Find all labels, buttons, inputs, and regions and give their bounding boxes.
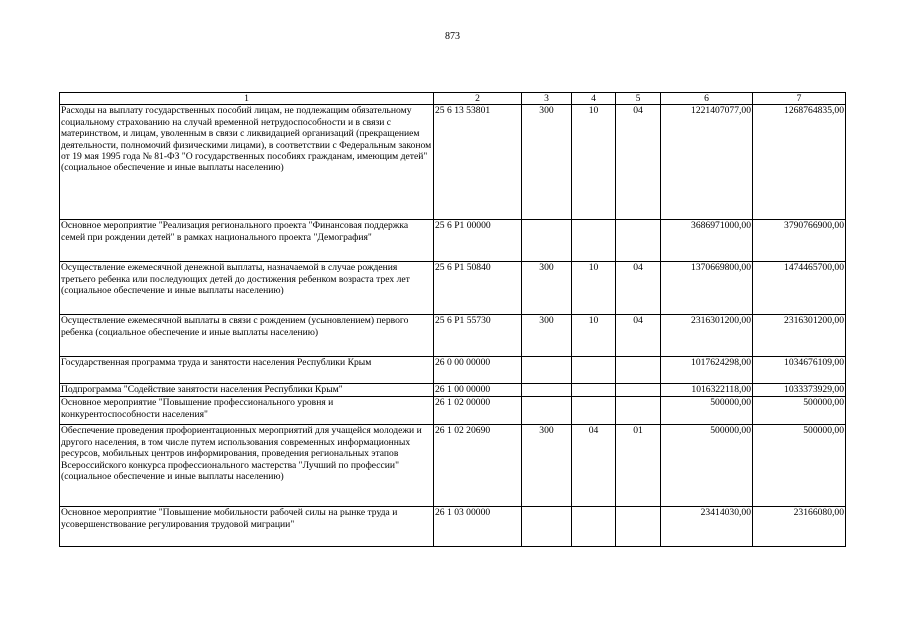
- row-name: Расходы на выплату государственных пособий лицам, не подлежащим обязательному социальному страхованию на случай временной нетрудоспособности и в связи с материнством, и лицам, уволенным в связи с ликвидацией организаций (прекращением деятельности, полномочий физическими лицами), в соответствии с Федеральным законом от 19 мая 1995 года № 81-ФЗ "О государственных пособиях гражданам, имеющим детей" (социальное обеспечение и иные выплаты населению): [60, 105, 434, 220]
- table-row: [60, 425, 846, 507]
- table-row: [60, 357, 846, 384]
- row-section: 10: [572, 105, 616, 220]
- table-row: [60, 262, 846, 315]
- table-row: [60, 315, 846, 357]
- row-expense-type: [522, 357, 572, 384]
- row-amount-col7: 1033373929,00: [753, 384, 846, 397]
- row-name: Осуществление ежемесячной выплаты в связи с рождением (усыновлением) первого ребенка (социальное обеспечение и иные выплаты населению): [60, 315, 434, 357]
- row-name: Основное мероприятие "Повышение профессионального уровня и конкурентоспособности населения": [60, 397, 434, 425]
- row-expense-type: [522, 384, 572, 397]
- row-expense-type: [522, 220, 572, 262]
- row-section: [572, 507, 616, 547]
- column-header-7: 7: [753, 93, 846, 105]
- row-amount-col6: 1221407077,00: [661, 105, 753, 220]
- table-row: [60, 105, 846, 220]
- column-header-3: 3: [522, 93, 572, 105]
- row-expense-type: 300: [522, 262, 572, 315]
- row-subsection: [616, 507, 661, 547]
- row-amount-col7: 3790766900,00: [753, 220, 846, 262]
- column-header-5: 5: [616, 93, 661, 105]
- row-section: 10: [572, 315, 616, 357]
- row-code: 26 1 00 00000: [434, 384, 522, 397]
- row-amount-col7: 1474465700,00: [753, 262, 846, 315]
- row-expense-type: 300: [522, 105, 572, 220]
- row-amount-col7: 500000,00: [753, 425, 846, 507]
- row-name: Основное мероприятие "Повышение мобильности рабочей силы на рынке труда и усовершенствование регулирования трудовой миграции": [60, 507, 434, 547]
- row-subsection: 01: [616, 425, 661, 507]
- row-code: 26 1 02 00000: [434, 397, 522, 425]
- row-amount-col7: 2316301200,00: [753, 315, 846, 357]
- column-header-6: 6: [661, 93, 753, 105]
- row-code: 25 6 P1 50840: [434, 262, 522, 315]
- row-section: 04: [572, 425, 616, 507]
- row-expense-type: [522, 507, 572, 547]
- row-amount-col7: 1268764835,00: [753, 105, 846, 220]
- table-row: [60, 220, 846, 262]
- column-header-1: 1: [60, 93, 434, 105]
- row-code: 26 1 03 00000: [434, 507, 522, 547]
- row-section: [572, 220, 616, 262]
- row-name: Осуществление ежемесячной денежной выплаты, назначаемой в случае рождения третьего ребенка или последующих детей до достижения ребенком возраста трех лет (социальное обеспечение и иные выплаты населению): [60, 262, 434, 315]
- row-name: Государственная программа труда и занятости населения Республики Крым: [60, 357, 434, 384]
- row-subsection: 04: [616, 315, 661, 357]
- row-subsection: [616, 397, 661, 425]
- row-expense-type: 300: [522, 425, 572, 507]
- column-header-4: 4: [572, 93, 616, 105]
- row-subsection: [616, 384, 661, 397]
- column-header-2: 2: [434, 93, 522, 105]
- page-number: 873: [445, 31, 460, 42]
- row-section: [572, 384, 616, 397]
- row-code: 25 6 P1 00000: [434, 220, 522, 262]
- row-amount-col6: 500000,00: [661, 397, 753, 425]
- row-amount-col6: 2316301200,00: [661, 315, 753, 357]
- row-name: Обеспечение проведения профориентационных мероприятий для учащейся молодежи и другого населения, в том числе путем использования современных информационных ресурсов, мобильных центров информирования, проведения региональных этапов Всероссийского конкурса профессионального мастерства "Лучший по профессии" (социальное обеспечение и иные выплаты населению): [60, 425, 434, 507]
- row-subsection: [616, 357, 661, 384]
- table-row: [60, 397, 846, 425]
- row-amount-col6: 1017624298,00: [661, 357, 753, 384]
- row-amount-col7: 1034676109,00: [753, 357, 846, 384]
- row-code: 26 0 00 00000: [434, 357, 522, 384]
- row-code: 26 1 02 20690: [434, 425, 522, 507]
- row-amount-col6: 1016322118,00: [661, 384, 753, 397]
- row-amount-col6: 1370669800,00: [661, 262, 753, 315]
- row-section: 10: [572, 262, 616, 315]
- row-amount-col6: 500000,00: [661, 425, 753, 507]
- row-amount-col7: 500000,00: [753, 397, 846, 425]
- row-expense-type: 300: [522, 315, 572, 357]
- row-code: 25 6 13 53801: [434, 105, 522, 220]
- row-amount-col6: 23414030,00: [661, 507, 753, 547]
- row-section: [572, 397, 616, 425]
- budget-table: [59, 92, 846, 547]
- row-expense-type: [522, 397, 572, 425]
- row-section: [572, 357, 616, 384]
- header-row: [60, 93, 846, 105]
- row-amount-col7: 23166080,00: [753, 507, 846, 547]
- row-name: Подпрограмма "Содействие занятости населения Республики Крым": [60, 384, 434, 397]
- table-row: [60, 384, 846, 397]
- row-amount-col6: 3686971000,00: [661, 220, 753, 262]
- row-subsection: 04: [616, 105, 661, 220]
- row-subsection: [616, 220, 661, 262]
- row-subsection: 04: [616, 262, 661, 315]
- row-name: Основное мероприятие "Реализация регионального проекта "Финансовая поддержка семей при рождении детей" в рамках национального проекта "Демография": [60, 220, 434, 262]
- table-row: [60, 507, 846, 547]
- row-code: 25 6 P1 55730: [434, 315, 522, 357]
